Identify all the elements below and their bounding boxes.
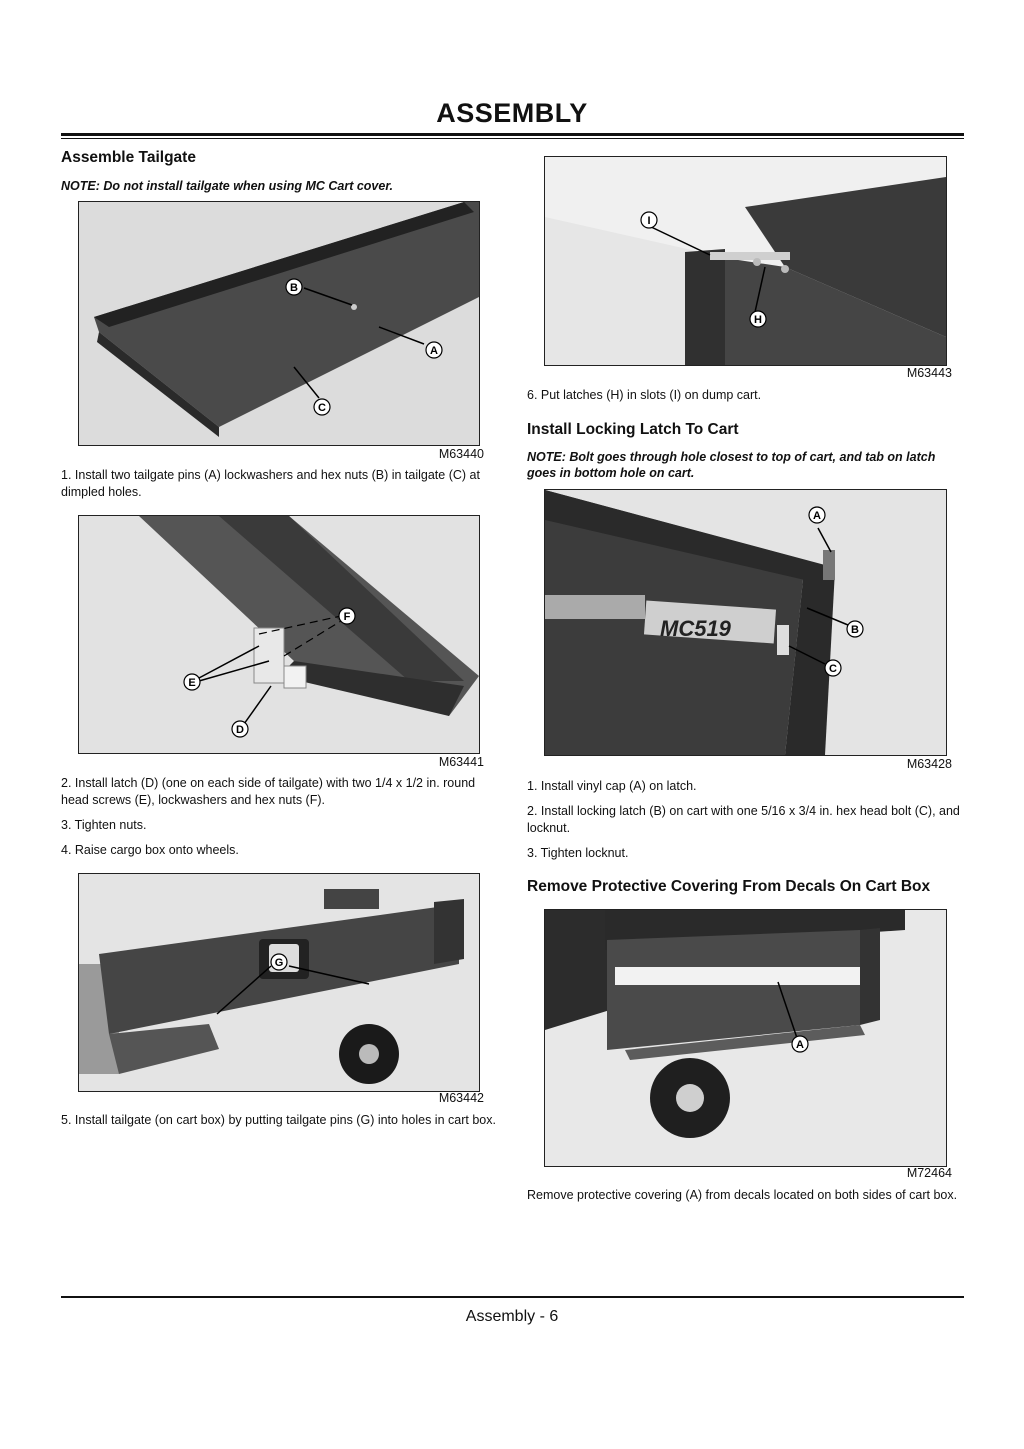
callout-g-label: G bbox=[274, 957, 284, 969]
section-title-remove-covering: Remove Protective Covering From Decals On Cart Box bbox=[527, 878, 931, 895]
callout-g bbox=[271, 954, 287, 970]
callout-b bbox=[286, 279, 302, 295]
callout-f-label: F bbox=[343, 611, 351, 623]
figure-tailgate-pins bbox=[78, 201, 480, 446]
callout-e bbox=[184, 674, 200, 690]
note-tailgate: NOTE: Do not install tailgate when using MC Cart cover. bbox=[61, 179, 393, 193]
figure-latch-install bbox=[78, 515, 480, 754]
callout-c-label: C bbox=[318, 402, 326, 414]
figure-decal-covering-drawing bbox=[545, 910, 946, 1166]
callout-d-label: D bbox=[236, 724, 244, 736]
callout-d bbox=[232, 721, 248, 737]
step-4-text: 4. Raise cargo box onto wheels. bbox=[61, 843, 239, 857]
figure-code-m63441: M63441 bbox=[438, 755, 484, 769]
callout-a bbox=[426, 342, 442, 358]
page-footer: Assembly - 6 bbox=[465, 1308, 559, 1325]
figure-locking-latch-drawing bbox=[545, 490, 946, 755]
callout-e-label: E bbox=[188, 677, 196, 689]
latch-step-3-text: 3. Tighten locknut. bbox=[527, 846, 629, 860]
figure-latch-slots-drawing bbox=[545, 157, 946, 365]
figure-tailgate-on-cart-drawing bbox=[79, 874, 479, 1091]
callout-i-label: I bbox=[647, 215, 651, 227]
figure-code-m63442: M63442 bbox=[438, 1091, 484, 1105]
figure-locking-latch bbox=[544, 489, 947, 756]
callout-c bbox=[314, 399, 330, 415]
figure-decal-covering bbox=[544, 909, 947, 1167]
decal-covering-text: Remove protective covering (A) from decals located on both sides of cart box. bbox=[527, 1188, 958, 1202]
callout-a-decal-label: A bbox=[796, 1039, 804, 1051]
figure-tailgate-pins-drawing bbox=[79, 202, 479, 445]
figure-tailgate-on-cart bbox=[78, 873, 480, 1092]
callout-c-latch bbox=[825, 660, 841, 676]
callout-h bbox=[750, 311, 766, 327]
step-3-text: 3. Tighten nuts. bbox=[61, 818, 147, 832]
callout-i bbox=[641, 212, 657, 228]
callout-b-latch bbox=[847, 621, 863, 637]
latch-step-1-text: 1. Install vinyl cap (A) on latch. bbox=[527, 779, 697, 793]
callout-f bbox=[339, 608, 355, 624]
callout-c-latch-label: C bbox=[829, 663, 837, 675]
step-2-text: 2. Install latch (D) (one on each side of tailgate) with two 1/4 x 1/2 in. round head screws (E), lockwashers and hex nuts (F). bbox=[61, 776, 476, 807]
figure-latch-install-drawing bbox=[79, 516, 479, 753]
step-6-text: 6. Put latches (H) in slots (I) on dump cart. bbox=[527, 388, 762, 402]
figure-code-m63443: M63443 bbox=[906, 366, 952, 380]
callout-a-latch-label: A bbox=[813, 510, 821, 522]
decal-mc519: MC519 bbox=[660, 616, 731, 641]
footer-rule bbox=[61, 1296, 964, 1298]
figure-code-m63440: M63440 bbox=[438, 447, 484, 461]
callout-h-label: H bbox=[754, 314, 762, 326]
callout-b-label: B bbox=[290, 282, 298, 294]
header-rule-thick bbox=[61, 133, 964, 136]
callout-b-latch-label: B bbox=[851, 624, 859, 636]
step-1-text: 1. Install two tailgate pins (A) lockwashers and hex nuts (B) in tailgate (C) at dimpled holes. bbox=[61, 468, 480, 499]
figure-code-m63428: M63428 bbox=[906, 757, 952, 771]
callout-a-label: A bbox=[430, 345, 438, 357]
section-title-assemble-tailgate: Assemble Tailgate bbox=[61, 149, 196, 166]
section-title-install-locking-latch: Install Locking Latch To Cart bbox=[527, 421, 739, 438]
callout-a-decal bbox=[792, 1036, 808, 1052]
latch-step-2-text: 2. Install locking latch (B) on cart with one 5/16 x 3/4 in. hex head bolt (C), and locknut. bbox=[527, 804, 960, 835]
header-rule-thin bbox=[61, 138, 964, 139]
figure-code-m72464: M72464 bbox=[906, 1166, 952, 1180]
step-5-text: 5. Install tailgate (on cart box) by putting tailgate pins (G) into holes in cart box. bbox=[61, 1113, 496, 1127]
figure-latch-slots bbox=[544, 156, 947, 366]
note-bolt: NOTE: Bolt goes through hole closest to top of cart, and tab on latch goes in bottom hole on cart. bbox=[527, 450, 936, 480]
page-title: ASSEMBLY bbox=[436, 98, 588, 128]
callout-a-latch bbox=[809, 507, 825, 523]
